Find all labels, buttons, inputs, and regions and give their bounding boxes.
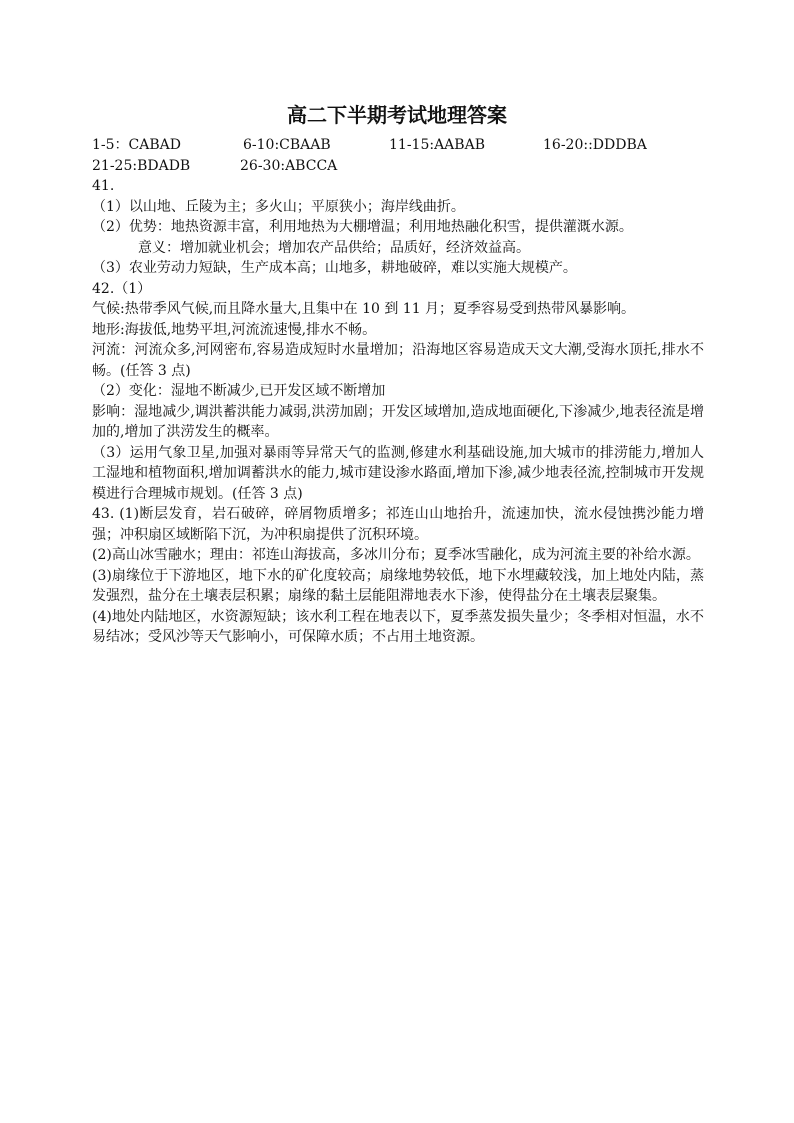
q43-answer-2: (2)高山冰雪融水；理由：祁连山海拔高，多冰川分布；夏季冰雪融化，成为河流主要的补给水源。 (92, 547, 700, 563)
q41-number: 41. (92, 178, 115, 194)
q42-answer-2-impact: 影响：湿地减少,调洪蓄洪能力减弱,洪涝加剧；开发区域增加,造成地面硬化,下渗减少,地表径流是增加的,增加了洪涝发生的概率。 (92, 403, 704, 440)
q43-answer-1: 43. (1)断层发育，岩石破碎，碎屑物质增多；祁连山山地抬升，流速加快，流水侵蚀携沙能力增强；冲积扇区域断陷下沉，为冲积扇提供了沉积环境。 (92, 506, 704, 543)
page-title: 高二下半期考试地理答案 (287, 103, 507, 127)
answer-content (92, 135, 704, 648)
q43-answer-3: (3)扇缘位于下游地区，地下水的矿化度较高；扇缘地势较低，地下水埋藏较浅，加上地处内陆，蒸发强烈，盐分在土壤表层积累；扇缘的黏土层能阻滞地表水下渗，使得盐分在土壤表层聚集。 (92, 567, 704, 604)
mc-answer-1-5: 1-5：CABAD (92, 137, 181, 153)
multiple-choice-row-1 (92, 135, 704, 156)
q42-number: 42.（1） (92, 280, 152, 297)
q42-river: 河流：河流众多,河网密布,容易造成短时水量增加；沿海地区容易造成天文大潮,受海水顶托,排水不畅。(任答 3 点) (92, 342, 704, 379)
multiple-choice-row-2 (92, 156, 704, 177)
q41-answer-1: （1）以山地、丘陵为主；多火山；平原狭小；海岸线曲折。 (92, 198, 465, 215)
q43-answer-4: (4)地处内陆地区，水资源短缺；该水利工程在地表以下，夏季蒸发损失量少；冬季相对恒温，水不易结冰；受风沙等天气影响小，可保障水质；不占用土地资源。 (92, 608, 704, 645)
mc-answer-11-15: 11-15:AABAB (389, 137, 485, 153)
q41-answer-2-meaning: 意义：增加就业机会；增加农产品供给；品质好，经济效益高。 (138, 239, 530, 256)
mc-answer-16-20: 16-20::DDDBA (543, 137, 647, 153)
q42-terrain: 地形:海拔低,地势平坦,河流流速慢,排水不畅。 (92, 321, 377, 338)
q41-answer-3: （3）农业劳动力短缺，生产成本高；山地多，耕地破碎，难以实施大规模产。 (92, 260, 577, 276)
q42-answer-2-change: （2）变化：湿地不断减少,已开发区域不断增加 (92, 383, 386, 399)
q42-answer-3: （3）运用气象卫星,加强对暴雨等异常天气的监测,修建水利基础设施,加大城市的排涝能力,增加人工湿地和植物面积,增加调蓄洪水的能力,城市建设渗水路面,增加下渗,减少地表径流,控制城市开发规模进行合理城市规划。(任答 3 点) (92, 444, 704, 502)
mc-answer-26-30: 26-30:ABCCA (240, 157, 338, 174)
q42-climate: 气候:热带季风气候,而且降水量大,且集中在 10 到 11 月；夏季容易受到热带风暴影响。 (92, 301, 636, 317)
mc-answer-6-10: 6-10:CBAAB (243, 137, 331, 153)
q41-answer-2: （2）优势：地热资源丰富，利用地热为大棚增温；利用地热融化积雪，提供灌溉水源。 (92, 219, 633, 235)
mc-answer-21-25: 21-25:BDADB (92, 157, 191, 174)
